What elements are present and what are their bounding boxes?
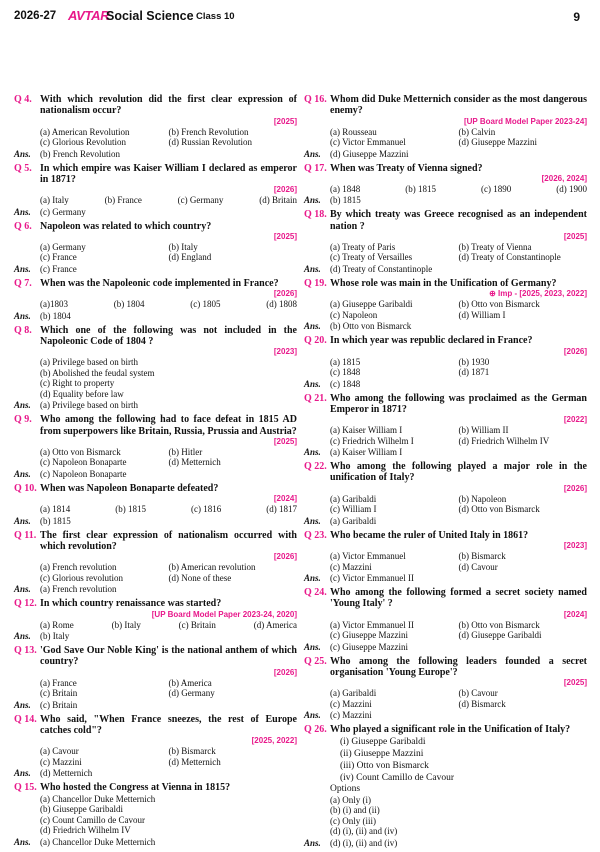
answer-label: Ans. — [14, 206, 31, 217]
question-number: Q 23. — [304, 529, 327, 541]
options-list — [40, 562, 297, 583]
option-item: (c) Mazzini — [40, 756, 82, 767]
option-item: (b) Bismarck — [168, 746, 216, 757]
answer-label: Ans. — [304, 447, 321, 458]
answer-text: (c) Victor Emmanuel II — [330, 573, 415, 584]
option-item: (a) Privilege based on birth — [40, 357, 138, 368]
answer-label: Ans. — [14, 768, 31, 779]
question-number: Q 10. — [14, 482, 37, 494]
option-item: (d) (i), (ii) and (iv) — [330, 826, 398, 837]
option-item: (a) Kaiser William I — [330, 425, 403, 436]
question — [304, 530, 587, 572]
answer-line — [14, 516, 297, 527]
answer-text: (d) Metternich — [40, 768, 93, 779]
answer-label: Ans. — [14, 400, 31, 411]
answer-line — [304, 710, 587, 721]
answer-line — [304, 447, 587, 458]
option-item: (c) Germany — [177, 195, 224, 206]
option-item: (d) Otto von Bismarck — [458, 504, 540, 515]
question — [14, 325, 297, 400]
option-item: (b) Hitler — [168, 446, 203, 457]
options-list — [40, 299, 297, 310]
option-item: (b) Calvin — [458, 126, 496, 137]
question — [304, 461, 587, 515]
question-number: Q 21. — [304, 392, 327, 404]
option-item: (c) Napoleon Bonaparte — [40, 457, 127, 468]
statement-list — [330, 736, 587, 784]
option-item: (d) America — [253, 619, 297, 630]
option-item: (d) Cavour — [458, 561, 498, 572]
option-item: (b) Bismarck — [458, 551, 506, 562]
question-number: Q 19. — [304, 277, 327, 289]
question — [14, 414, 297, 468]
answer-line — [304, 838, 587, 849]
statement-item: (iv) Count Camillo de Cavour — [340, 772, 454, 783]
option-item: (a) American Revolution — [40, 126, 130, 137]
options-list — [40, 678, 297, 699]
option-item: (b) (i) and (ii) — [330, 805, 380, 816]
question-text: Whom did Duke Metternich consider as the most dangerous enemy? — [330, 94, 587, 117]
option-item: (a) Cavour — [40, 746, 79, 757]
option-item: (b) 1815 — [405, 183, 436, 194]
question-text: The first clear expression of nationalism occurred with which revolution? — [40, 529, 297, 553]
answer-text: (b) Otto von Bismarck — [330, 321, 412, 332]
option-item: (b) France — [104, 195, 142, 206]
options-list — [330, 795, 587, 837]
option-item: (a) 1814 — [40, 504, 71, 515]
answer-text: (c) France — [40, 263, 77, 274]
option-item: (a) France — [40, 677, 77, 688]
options-list — [330, 184, 587, 195]
answer-line — [304, 642, 587, 653]
year-tag: [2026] — [273, 667, 297, 677]
answer-text: (b) 1815 — [330, 195, 361, 206]
answer-line — [304, 573, 587, 584]
statement-item: (ii) Giuseppe Mazzini — [340, 748, 424, 759]
answer-line — [304, 516, 587, 527]
answer-text: (a) Garibaldi — [330, 515, 377, 526]
answer-text: (b) French Revolution — [40, 148, 120, 159]
answer-label: Ans. — [304, 837, 321, 848]
question-number: Q 22. — [304, 461, 327, 473]
option-item: (d) Metternich — [168, 756, 221, 767]
question-text: Who became the ruler of United Italy in 1861? — [330, 529, 529, 541]
option-item: (b) Treaty of Vienna — [458, 241, 532, 252]
option-item: (a) Rousseau — [330, 126, 377, 137]
answer-line — [304, 195, 587, 206]
question-text: Who among the following had to face defeat in 1815 AD from superpowers like Britain, Russia, Prussia and Austria? — [40, 414, 297, 437]
answer-text: (c) 1848 — [330, 378, 361, 389]
option-item: (a) Italy — [40, 195, 69, 206]
option-item: (c) Count Camillo de Cavour — [40, 814, 145, 825]
option-item: (d) Giuseppe Garibaldi — [458, 630, 542, 641]
answer-line — [14, 264, 297, 275]
question-text: Who played a significant role in the Unification of Italy? — [330, 724, 571, 736]
answer-label: Ans. — [304, 378, 321, 389]
option-item: (d) Equality before law — [40, 388, 124, 399]
year-tag: [2026, 2024] — [541, 173, 587, 183]
options-list — [330, 357, 587, 378]
option-item: (c) Treaty of Versailles — [330, 252, 413, 263]
question-number: Q 8. — [14, 324, 32, 336]
question — [304, 587, 587, 641]
year-tag: [2026] — [273, 289, 297, 299]
answer-text: (c) Mazzini — [330, 710, 372, 721]
answer-label: Ans. — [14, 699, 31, 710]
answer-label: Ans. — [14, 468, 31, 479]
answer-line — [14, 207, 297, 218]
option-item: (a) Treaty of Paris — [330, 241, 396, 252]
option-item: (c) 1890 — [481, 183, 512, 194]
option-item: (d) 1900 — [556, 183, 587, 194]
answer-text: (b) 1815 — [40, 515, 71, 526]
option-item: (c) Giuseppe Mazzini — [330, 630, 408, 641]
year-tag: [2025] — [273, 436, 297, 446]
option-item: (a) Victor Emmanuel II — [330, 619, 415, 630]
year-tag: [UP Board Model Paper 2023-24, 2020] — [151, 609, 297, 619]
statement-item: (iii) Otto von Bismarck — [340, 760, 429, 771]
question — [14, 598, 297, 630]
question-text: Napoleon was related to which country? — [40, 220, 212, 232]
answer-label: Ans. — [304, 573, 321, 584]
question-text: Who among the following formed a secret society named 'Young Italy' ? — [330, 587, 587, 610]
question — [14, 221, 297, 263]
answer-line — [14, 400, 297, 411]
options-list — [40, 746, 297, 767]
year-tag: [2025] — [563, 678, 587, 688]
question-number: Q 15. — [14, 782, 37, 794]
options-list — [330, 688, 587, 709]
answer-line — [14, 768, 297, 779]
answer-text: (c) Napoleon Bonaparte — [40, 468, 127, 479]
question — [14, 782, 297, 835]
option-item: (b) Cavour — [458, 688, 498, 699]
option-item: (d) Friedrich Wilhelm IV — [40, 825, 131, 836]
option-item: (c) France — [40, 252, 77, 263]
question-number: Q 17. — [304, 162, 327, 174]
question-number: Q 20. — [304, 335, 327, 347]
option-item: (c) Victor Emmanuel — [330, 137, 406, 148]
option-item: (b) Napoleon — [458, 493, 507, 504]
answer-label: Ans. — [14, 515, 31, 526]
option-item: (d) Britain — [259, 195, 297, 206]
option-item: (b) 1930 — [458, 356, 490, 367]
answer-line — [14, 837, 297, 848]
question-number: Q 14. — [14, 713, 37, 725]
option-item: (d) Friedrich Wilhelm IV — [458, 435, 550, 446]
question-number: Q 24. — [304, 587, 327, 599]
question — [14, 645, 297, 699]
answer-label: Ans. — [304, 263, 321, 274]
options-heading: Options — [330, 783, 361, 794]
option-item: (c) Britain — [178, 619, 216, 630]
question — [14, 530, 297, 584]
options-list — [330, 620, 587, 641]
header-class: Class 10 — [196, 11, 235, 22]
question-number: Q 6. — [14, 220, 32, 232]
year-tag: [2025] — [273, 231, 297, 241]
options-list — [330, 299, 587, 320]
option-item: (d) Giuseppe Mazzini — [458, 137, 537, 148]
option-item: (a) Victor Emmanuel — [330, 551, 406, 562]
answer-text: (a) Kaiser William I — [330, 447, 403, 458]
option-item: (b) American revolution — [168, 562, 256, 573]
question-text: When was Napoleon Bonaparte defeated? — [40, 482, 219, 494]
options-list — [330, 242, 587, 263]
option-item: (d) 1871 — [458, 367, 490, 378]
question — [14, 94, 297, 148]
option-item: (d) 1817 — [266, 504, 297, 515]
answer-line — [14, 700, 297, 711]
option-item: (d) England — [168, 252, 212, 263]
question-text: Who among the following was proclaimed as the German Emperor in 1871? — [330, 392, 587, 415]
answer-label: Ans. — [14, 148, 31, 159]
option-item: (a) French revolution — [40, 562, 117, 573]
option-item: (b) Italy — [168, 241, 198, 252]
question — [304, 393, 587, 447]
question — [14, 483, 297, 515]
option-item: (c) 1805 — [190, 299, 221, 310]
answer-line — [304, 379, 587, 390]
year-tag: [2026] — [563, 483, 587, 493]
question-text: By which treaty was Greece recognised as an independent nation ? — [330, 209, 587, 232]
year-tag: [2025] — [563, 231, 587, 241]
options-list — [40, 195, 297, 206]
option-item: (a) 1848 — [330, 183, 361, 194]
answer-line — [14, 149, 297, 160]
year-tag: [2026] — [273, 552, 297, 562]
option-item: (b) 1804 — [113, 299, 145, 310]
question-text: 'God Save Our Noble King' is the national anthem of which country? — [40, 645, 297, 668]
question-number: Q 25. — [304, 655, 327, 667]
question — [304, 335, 587, 377]
question — [304, 209, 587, 263]
right-column — [304, 94, 587, 852]
page-number: 9 — [573, 10, 580, 24]
options-list — [40, 620, 297, 631]
question-text: When was the Napoleonic code implemented in France? — [40, 277, 279, 289]
option-item: (c) Mazzini — [330, 698, 372, 709]
question-text: Who among the following played a major role in the unification of Italy? — [330, 461, 587, 484]
answer-label: Ans. — [304, 710, 321, 721]
option-item: (a) Chancellor Duke Metternich — [40, 793, 156, 804]
question-text: When was Treaty of Vienna signed? — [330, 162, 483, 174]
answer-label: Ans. — [14, 584, 31, 595]
header-subject: Social Science — [106, 9, 194, 23]
option-item: (a)1803 — [40, 299, 68, 310]
year-tag: [2024] — [563, 609, 587, 619]
header-year: 2026-27 — [14, 10, 57, 22]
question-text: In which country renaissance was started? — [40, 598, 222, 610]
option-item: (b) William II — [458, 425, 509, 436]
option-item: (a) Garibaldi — [330, 688, 377, 699]
options-list — [330, 494, 587, 515]
option-item: (c) Friedrich Wilhelm I — [330, 435, 414, 446]
answer-label: Ans. — [14, 263, 31, 274]
question-text: With which revolution did the first clear expression of nationalism occur? — [40, 94, 297, 117]
answer-line — [304, 321, 587, 332]
option-item: (c) Britain — [40, 688, 78, 699]
answer-line — [14, 469, 297, 480]
avtar-logo: AVTAR — [68, 8, 110, 23]
option-item: (a) Otto von Bismarck — [40, 446, 121, 457]
year-tag: [UP Board Model Paper 2023-24] — [463, 116, 587, 126]
option-item: (b) Giuseppe Garibaldi — [40, 804, 123, 815]
answer-text: (c) Germany — [40, 206, 86, 217]
option-item: (d) None of these — [168, 572, 232, 583]
answer-text: (d) (i), (ii) and (iv) — [330, 837, 398, 848]
answer-label: Ans. — [14, 310, 31, 321]
options-list — [40, 242, 297, 263]
answer-label: Ans. — [304, 641, 321, 652]
option-item: (c) Glorious Revolution — [40, 137, 126, 148]
answer-text: (b) Italy — [40, 631, 70, 642]
year-tag: [2023] — [273, 347, 297, 357]
question-number: Q 11. — [14, 529, 37, 541]
year-tag: [2025] — [273, 116, 297, 126]
question-text: Which one of the following was not included in the Napoleonic Code of 1804 ? — [40, 324, 297, 348]
year-tag: [2022] — [563, 415, 587, 425]
year-tag: [2023] — [563, 541, 587, 551]
option-item: (d) 1808 — [266, 299, 297, 310]
question-number: Q 7. — [14, 277, 32, 289]
option-item: (d) Metternich — [168, 457, 221, 468]
answer-text: (b) 1804 — [40, 310, 71, 321]
question-number: Q 5. — [14, 162, 32, 174]
question — [304, 163, 587, 195]
question-number: Q 12. — [14, 598, 37, 610]
option-item: (a) Rome — [40, 619, 74, 630]
question-number: Q 18. — [304, 209, 327, 221]
question — [14, 714, 297, 768]
year-tag: ⊕ Imp - [2025, 2023, 2022] — [489, 289, 587, 299]
option-item: (a) Garibaldi — [330, 493, 377, 504]
year-tag: [2026] — [563, 346, 587, 356]
answer-label: Ans. — [304, 195, 321, 206]
year-tag: [2024] — [273, 494, 297, 504]
option-item: (c) Only (iii) — [330, 815, 376, 826]
option-item: (b) Abolished the feudal system — [40, 367, 155, 378]
options-list — [40, 794, 297, 836]
option-item: (c) 1848 — [330, 367, 361, 378]
option-item: (d) Germany — [168, 688, 215, 699]
options-list — [40, 447, 297, 468]
question — [304, 724, 587, 836]
option-item: (c) Napoleon — [330, 309, 378, 320]
answer-line — [14, 631, 297, 642]
answer-text: (a) Privilege based on birth — [40, 400, 138, 411]
option-item: (c) Glorious revolution — [40, 572, 123, 583]
options-list — [40, 127, 297, 148]
option-item: (a) Germany — [40, 241, 86, 252]
question-number: Q 13. — [14, 645, 37, 657]
option-item: (d) William I — [458, 309, 506, 320]
answer-text: (a) French revolution — [40, 584, 117, 595]
year-tag: [2025, 2022] — [251, 736, 297, 746]
answer-text: (c) Giuseppe Mazzini — [330, 641, 408, 652]
options-list — [40, 504, 297, 515]
question — [304, 656, 587, 710]
answer-label: Ans. — [304, 321, 321, 332]
option-item: (a) 1815 — [330, 356, 361, 367]
answer-label: Ans. — [14, 836, 31, 847]
question-text: Who among the following leaders founded a secret organisation 'Young Europe'? — [330, 655, 587, 678]
option-item: (b) Otto von Bismarck — [458, 299, 540, 310]
statement-item: (i) Giuseppe Garibaldi — [340, 736, 426, 747]
answer-line — [304, 264, 587, 275]
question-number: Q 9. — [14, 414, 32, 426]
question-text: In which empire was Kaiser William I declared as emperor in 1871? — [40, 162, 297, 185]
option-item: (b) Otto von Bismarck — [458, 619, 540, 630]
option-item: (d) Bismarck — [458, 698, 506, 709]
answer-line — [304, 149, 587, 160]
year-tag: [2026] — [273, 185, 297, 195]
question-number: Q 16. — [304, 94, 327, 105]
option-item: (a) Giuseppe Garibaldi — [330, 299, 413, 310]
answer-text: (c) Britain — [40, 699, 78, 710]
option-item: (b) 1815 — [115, 504, 146, 515]
answer-text: (a) Chancellor Duke Metternich — [40, 836, 156, 847]
option-item: (d) Russian Revolution — [168, 137, 252, 148]
answer-line — [14, 311, 297, 322]
answer-text: (d) Giuseppe Mazzini — [330, 148, 409, 159]
options-list — [330, 551, 587, 572]
question — [14, 163, 297, 206]
left-column — [14, 94, 297, 851]
question-text: Who hosted the Congress at Vienna in 1815? — [40, 782, 231, 794]
question-text: In which year was republic declared in France? — [330, 335, 533, 347]
option-item: (c) William I — [330, 504, 377, 515]
answer-line — [14, 584, 297, 595]
question — [304, 278, 587, 320]
option-item: (b) America — [168, 677, 212, 688]
page-header — [14, 8, 586, 26]
options-list — [330, 127, 587, 148]
question-text: Who said, "When France sneezes, the rest of Europe catches cold"? — [40, 713, 297, 737]
answer-text: (d) Treaty of Constantinople — [330, 263, 433, 274]
answer-label: Ans. — [304, 515, 321, 526]
option-item: (a) Only (i) — [330, 794, 371, 805]
question-text: Whose role was main in the Unification of Germany? — [330, 277, 557, 289]
option-item: (c) Right to property — [40, 378, 115, 389]
answer-label: Ans. — [14, 631, 31, 642]
options-list — [330, 425, 587, 446]
question — [304, 94, 587, 148]
option-item: (d) Treaty of Constantinople — [458, 252, 561, 263]
option-item: (b) French Revolution — [168, 126, 249, 137]
options-list — [40, 357, 297, 399]
option-item: (c) Mazzini — [330, 561, 372, 572]
question-number: Q 4. — [14, 94, 32, 105]
answer-label: Ans. — [304, 148, 321, 159]
question — [14, 278, 297, 310]
question-number: Q 26. — [304, 724, 327, 736]
option-item: (b) Italy — [111, 619, 141, 630]
option-item: (c) 1816 — [191, 504, 222, 515]
